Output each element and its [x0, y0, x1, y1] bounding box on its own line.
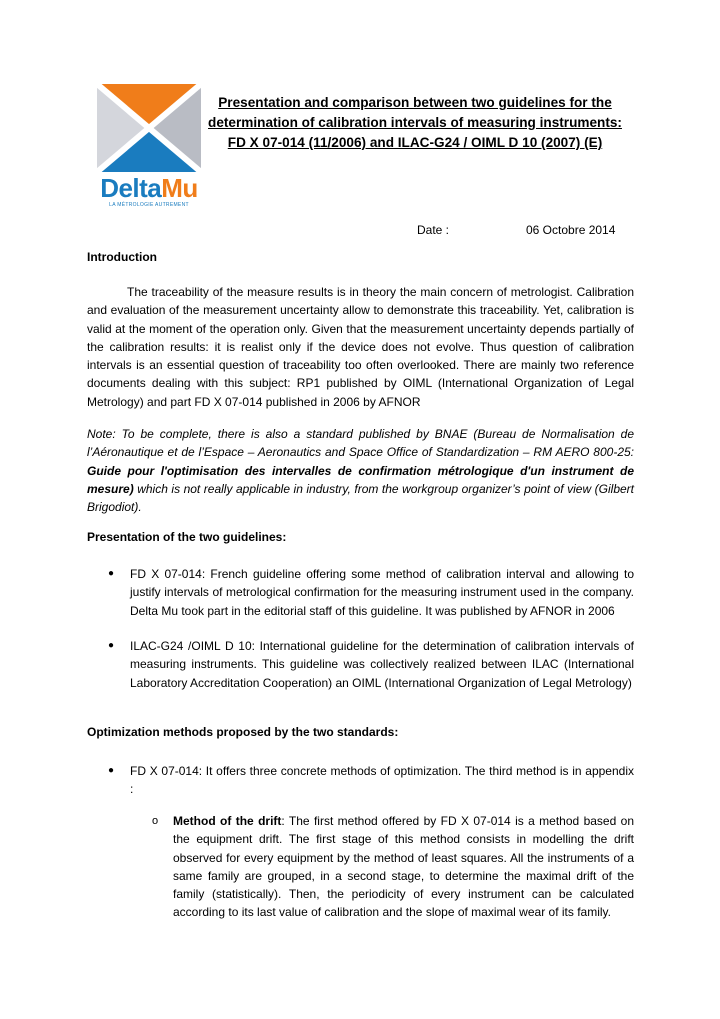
note-paragraph — [87, 425, 634, 516]
date-label: Date : — [417, 223, 450, 237]
bullet-icon: ● — [108, 765, 115, 776]
note-text-start: Note: To be complete, there is also a standard published by BNAE (Bureau de Normalisation de l’Aéronautique et de l’Espace – Aeronautics and Space Office of Standardization – RM AERO 800-25: — [87, 427, 634, 460]
introduction-paragraph: The traceability of the measure results is in theory the main concern of metrologist. Calibration and evaluation of the measurement uncertainty allow to demonstrate this traceability. Yet, calibration is valid at the moment of the operation only. Given that the measurement uncertainty depends partially of the calibration results: it is realist only if the device does not evolve. Thus question of calibration intervals is an essential question of traceability too often overlooked. There are mainly two reference documents dealing with this subject: RP1 published by OIML (International Organization of Legal Metrology) and part FD X 07-014 published in 2006 by AFNOR — [87, 285, 634, 409]
list-item: FD X 07-014: French guideline offering some method of calibration interval and allowing to justify intervals of metrological confirmation for the measuring instrument used in the company. Delta Mu took part in the editorial staff of this guideline. It was published by AFNOR in 2006 — [130, 567, 634, 618]
circle-bullet-icon: o — [152, 815, 159, 827]
note-bold-title: Guide pour l'optimisation des intervalles de confirmation métrologique d'un instrument de mesure) — [87, 463, 634, 496]
introduction-heading: Introduction — [87, 250, 157, 264]
logo-graphic — [97, 84, 201, 172]
method-drift-text: : The first method offered by FD X 07-014 is a method based on the equipment drift. The first stage of this method consists in modelling the drift observed for every equipment by the method of least squares. All the instruments of a same family are grouped, in a second stage, to determine the maximal drift of the family (statistically). Then, the periodicity of every instrument can be calculated according to its last value of calibration and the slope of maximal wear of its family. — [173, 814, 634, 920]
list-item: FD X 07-014: It offers three concrete methods of optimization. The third method is in appendix : — [130, 764, 634, 797]
deltamu-logo — [97, 84, 201, 210]
method-drift-label: Method of the drift — [173, 814, 282, 828]
logo-tagline: LA MÉTROLOGIE AUTREMENT — [109, 202, 189, 208]
presentation-heading: Presentation of the two guidelines: — [87, 530, 287, 544]
bullet-icon: ● — [108, 640, 115, 651]
document-title: Presentation and comparison between two guidelines for the determination of calibration intervals of measuring instruments: FD X 07-014 (11/2006) and ILAC-G24 / OIML D 10 (2007) (E) — [208, 95, 622, 150]
sub-list-item — [173, 812, 634, 922]
date-value: 06 Octobre 2014 — [526, 223, 616, 237]
note-text-end: which is not really applicable in industry, from the workgroup organizer’s point of view (Gilbert Brigodiot). — [87, 481, 634, 515]
bullet-icon: ● — [108, 568, 115, 579]
optimization-heading: Optimization methods proposed by the two standards: — [87, 725, 399, 739]
list-item: ILAC-G24 /OIML D 10: International guideline for the determination of calibration intervals of measuring instruments. This guideline was collectively realized between ILAC (International Laboratory Accreditation Cooperation) an OIML (International Organization of Legal Metrology) — [130, 639, 634, 690]
logo-wordmark: DeltaMu — [100, 173, 198, 203]
